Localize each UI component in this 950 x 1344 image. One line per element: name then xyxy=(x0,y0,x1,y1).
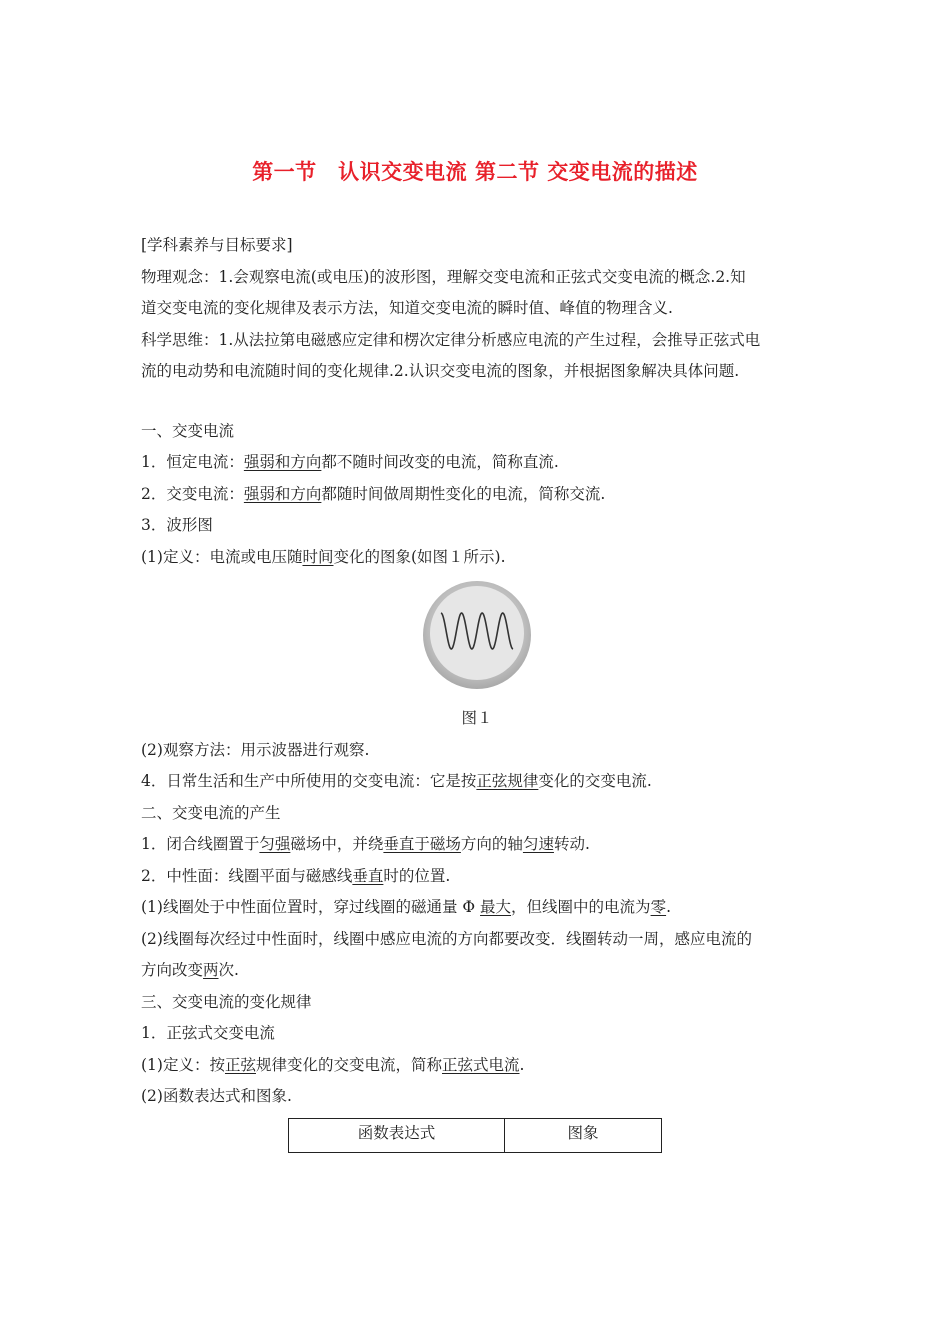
expression-table xyxy=(288,1118,662,1153)
waveform-item: 3．波形图 xyxy=(141,516,213,534)
underlined-answer: 正弦式电流 xyxy=(442,1055,520,1074)
text-segment: 次. xyxy=(218,961,239,979)
text-segment: 磁场中，并绕 xyxy=(290,835,384,853)
underlined-answer: 强弱和方向 xyxy=(243,453,322,471)
text-segment: (1)线圈处于中性面位置时，穿过线圈的磁通量 Φ xyxy=(141,898,481,916)
physics-concept-line-1: 物理观念：1.会观察电流(或电压)的波形图，理解交变电流和正弦式交变电流的概念.2.知 xyxy=(141,267,746,286)
daily-ac-item xyxy=(141,766,813,798)
text-segment: 变化的交变电流. xyxy=(538,772,652,790)
text-segment: 转动. xyxy=(553,835,590,853)
underlined-answer: 强弱和方向 xyxy=(243,484,322,503)
text-segment: 方向的轴 xyxy=(460,835,523,853)
underlined-answer: 匀速 xyxy=(522,835,554,853)
text-segment: 2．中性面：线圈平面与磁感线 xyxy=(141,866,353,885)
text-segment: 都不随时间改变的电流，简称直流. xyxy=(321,453,559,471)
text-segment: ，但线圈中的电流为 xyxy=(511,898,651,916)
text-segment: (1)定义：电流或电压随 xyxy=(141,547,303,566)
page-title: 第一节 认识交变电流 第二节 交变电流的描述 xyxy=(252,160,698,184)
scientific-thinking-line-2: 流的电动势和电流随时间的变化规律.2.认识交变电流的图象，并根据图象解决具体问题. xyxy=(141,362,740,380)
physics-concept-line-2: 道交变电流的变化规律及表示方法，知道交变电流的瞬时值、峰值的物理含义. xyxy=(141,299,673,317)
text-segment: 时的位置. xyxy=(383,866,451,885)
section-1-heading: 一、交变电流 xyxy=(141,421,235,440)
observation-method: (2)观察方法：用示波器进行观察. xyxy=(141,740,370,759)
underlined-answer: 最大 xyxy=(480,898,512,916)
constant-current-item xyxy=(141,447,813,479)
neutral-plane-point-2-line-1: (2)线圈每次经过中性面时，线圈中感应电流的方向都要改变．线圈转动一周，感应电流的 xyxy=(141,929,752,948)
spacer xyxy=(141,388,813,416)
underlined-answer: 垂直于磁场 xyxy=(383,835,461,853)
table-header-expression: 函数表达式 xyxy=(289,1119,505,1153)
text-segment: . xyxy=(519,1055,525,1074)
alternating-current-item xyxy=(141,479,813,511)
sinusoidal-definition xyxy=(141,1050,813,1082)
underlined-answer: 两 xyxy=(203,961,219,979)
function-expression-item: (2)函数表达式和图象. xyxy=(141,1087,292,1105)
text-segment: . xyxy=(666,898,672,916)
waveform-definition xyxy=(141,542,813,574)
text-segment: 1．闭合线圈置于 xyxy=(141,835,260,853)
document-body xyxy=(141,230,813,1113)
table-header-graph: 图象 xyxy=(505,1119,662,1153)
underlined-answer: 正弦规律 xyxy=(476,772,539,790)
coil-rotation-item xyxy=(141,829,813,861)
text-segment: 变化的图象(如图１所示). xyxy=(333,547,506,566)
text-segment: 方向改变 xyxy=(141,961,204,979)
underlined-answer: 垂直 xyxy=(352,866,384,885)
figure-1-caption: 图１ xyxy=(461,709,493,727)
section-2-heading: 二、交变电流的产生 xyxy=(141,803,281,822)
figure-1 xyxy=(141,579,813,703)
neutral-plane-point-2-line-2 xyxy=(141,955,813,987)
text-segment: (1)定义：按 xyxy=(141,1055,225,1074)
text-segment: 1．恒定电流： xyxy=(141,453,244,471)
oscilloscope-wave-figure xyxy=(421,579,533,691)
text-segment: 规律变化的交变电流，简称 xyxy=(255,1055,442,1074)
scientific-thinking-line-1: 科学思维：1.从法拉第电磁感应定律和楞次定律分析感应电流的产生过程，会推导正弦式电 xyxy=(141,330,761,349)
underlined-answer: 匀强 xyxy=(259,835,291,853)
section-3-heading: 三、交变电流的变化规律 xyxy=(141,992,312,1011)
sinusoidal-current-item: 1．正弦式交变电流 xyxy=(141,1024,275,1042)
underlined-answer: 正弦 xyxy=(224,1055,256,1074)
text-segment: 2．交变电流： xyxy=(141,484,244,503)
table-row xyxy=(289,1119,662,1153)
text-segment: 都随时间做周期性变化的电流，简称交流. xyxy=(321,484,606,503)
underlined-answer: 时间 xyxy=(302,547,334,566)
underlined-answer: 零 xyxy=(650,898,667,916)
text-segment: 4．日常生活和生产中所使用的交变电流：它是按 xyxy=(141,772,477,790)
neutral-plane-point-1 xyxy=(141,892,813,924)
requirements-header: [学科素养与目标要求] xyxy=(141,236,293,254)
neutral-plane-item xyxy=(141,861,813,893)
